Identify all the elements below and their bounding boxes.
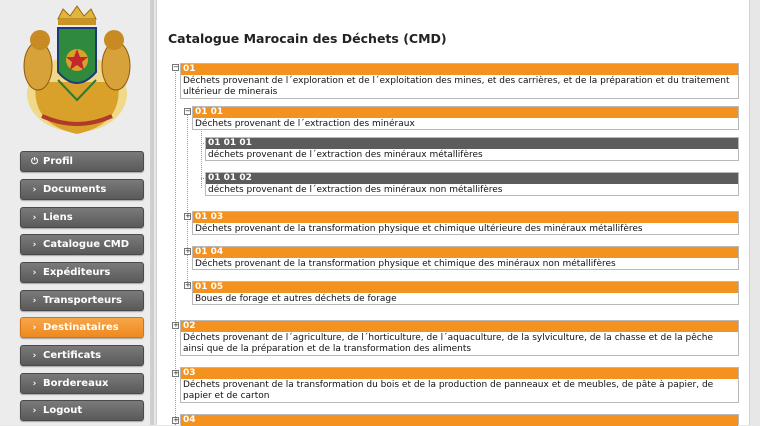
nav-catalogue-cmd-button[interactable]: › Catalogue CMD [20, 234, 144, 255]
chevron-right-icon: › [32, 185, 37, 195]
chevron-right-icon: › [32, 323, 37, 333]
node-code: 03 [181, 368, 738, 379]
chevron-right-icon: › [32, 268, 37, 278]
chevron-right-icon: › [32, 213, 37, 223]
tree-node-0105[interactable] [192, 281, 739, 305]
chevron-right-icon: › [32, 351, 37, 361]
expand-toggle-04[interactable]: + [173, 416, 179, 424]
node-description: déchets provenant de l´extraction des minéraux métallifères [208, 150, 483, 160]
nav-liens-button[interactable]: › Liens [20, 207, 144, 228]
chevron-right-icon: › [32, 406, 37, 416]
node-description: Déchets provenant de l´exploration et de l´exploitation des mines, et des carrières, et de la préparation et du traitement ultérieur de minerais [183, 76, 730, 97]
node-code: 04 [181, 415, 738, 426]
scrollbar[interactable] [750, 0, 760, 425]
sidebar-divider [150, 0, 154, 425]
node-code: 01 [181, 64, 738, 75]
tree-node-02[interactable] [180, 320, 739, 356]
tree-node-0103[interactable] [192, 211, 739, 235]
nav-logout-button[interactable]: › Logout [20, 400, 144, 421]
nav-expediteurs-button[interactable]: › Expéditeurs [20, 262, 144, 283]
chevron-right-icon: › [32, 379, 37, 389]
tree-node-01[interactable] [180, 63, 739, 99]
node-description: déchets provenant de l´extraction des minéraux non métallifères [208, 185, 503, 195]
power-icon: ⏻ [30, 157, 39, 167]
nav-certificats-button[interactable]: › Certificats [20, 345, 144, 366]
node-description: Déchets provenant de la transformation du bois et de la production de panneaux et de meubles, de pâte à papier, de papier et de carton [183, 380, 714, 401]
nav-documents-button[interactable]: › Documents [20, 179, 144, 200]
tree-node-0104[interactable] [192, 246, 739, 270]
expand-toggle-03[interactable]: + [173, 369, 179, 377]
tree-node-010101[interactable] [205, 137, 739, 161]
tree-node-010102[interactable] [205, 172, 739, 196]
nav-transporteurs-button[interactable]: › Transporteurs [20, 290, 144, 311]
node-code: 01 01 02 [206, 173, 738, 184]
chevron-right-icon: › [32, 240, 37, 250]
nav-bordereaux-button[interactable]: › Bordereaux [20, 373, 144, 394]
coat-of-arms-emblem [18, 4, 136, 140]
node-description: Boues de forage et autres déchets de forage [195, 294, 397, 304]
main-content [156, 0, 750, 425]
node-code: 01 01 [193, 107, 738, 118]
sidebar [0, 0, 150, 425]
tree-node-04[interactable] [180, 414, 739, 425]
expand-toggle-0104[interactable]: + [185, 247, 191, 255]
nav-destinataires-button[interactable]: › Destinataires [20, 317, 144, 338]
tree-node-03[interactable] [180, 367, 739, 403]
tree-line [187, 113, 188, 288]
collapse-toggle-01[interactable]: − [173, 63, 179, 71]
node-description: Déchets provenant de la transformation physique et chimique ultérieure des minéraux métallifères [195, 224, 643, 234]
collapse-toggle-0101[interactable]: − [185, 107, 191, 115]
expand-toggle-0103[interactable]: + [185, 212, 191, 220]
page-title: Catalogue Marocain des Déchets (CMD) [168, 31, 447, 46]
node-description: Déchets provenant de la transformation physique et chimique des minéraux non métallifères [195, 259, 616, 269]
node-code: 01 01 01 [206, 138, 738, 149]
expand-toggle-02[interactable]: + [173, 321, 179, 329]
node-code: 01 04 [193, 247, 738, 258]
node-description: Déchets provenant de l´agriculture, de l´horticulture, de l´aquaculture, de la sylviculture, de la chasse et de la pêche ainsi que de la préparation et de la transformation des aliments [183, 333, 713, 354]
nav-profil-button[interactable]: ⏻ Profil [20, 151, 144, 172]
node-code: 02 [181, 321, 738, 332]
node-code: 01 03 [193, 212, 738, 223]
chevron-right-icon: › [32, 296, 37, 306]
node-description: Déchets provenant de l´extraction des minéraux [195, 119, 415, 129]
expand-toggle-0105[interactable]: + [185, 281, 191, 289]
tree-node-0101[interactable] [192, 106, 739, 130]
node-code: 01 05 [193, 282, 738, 293]
